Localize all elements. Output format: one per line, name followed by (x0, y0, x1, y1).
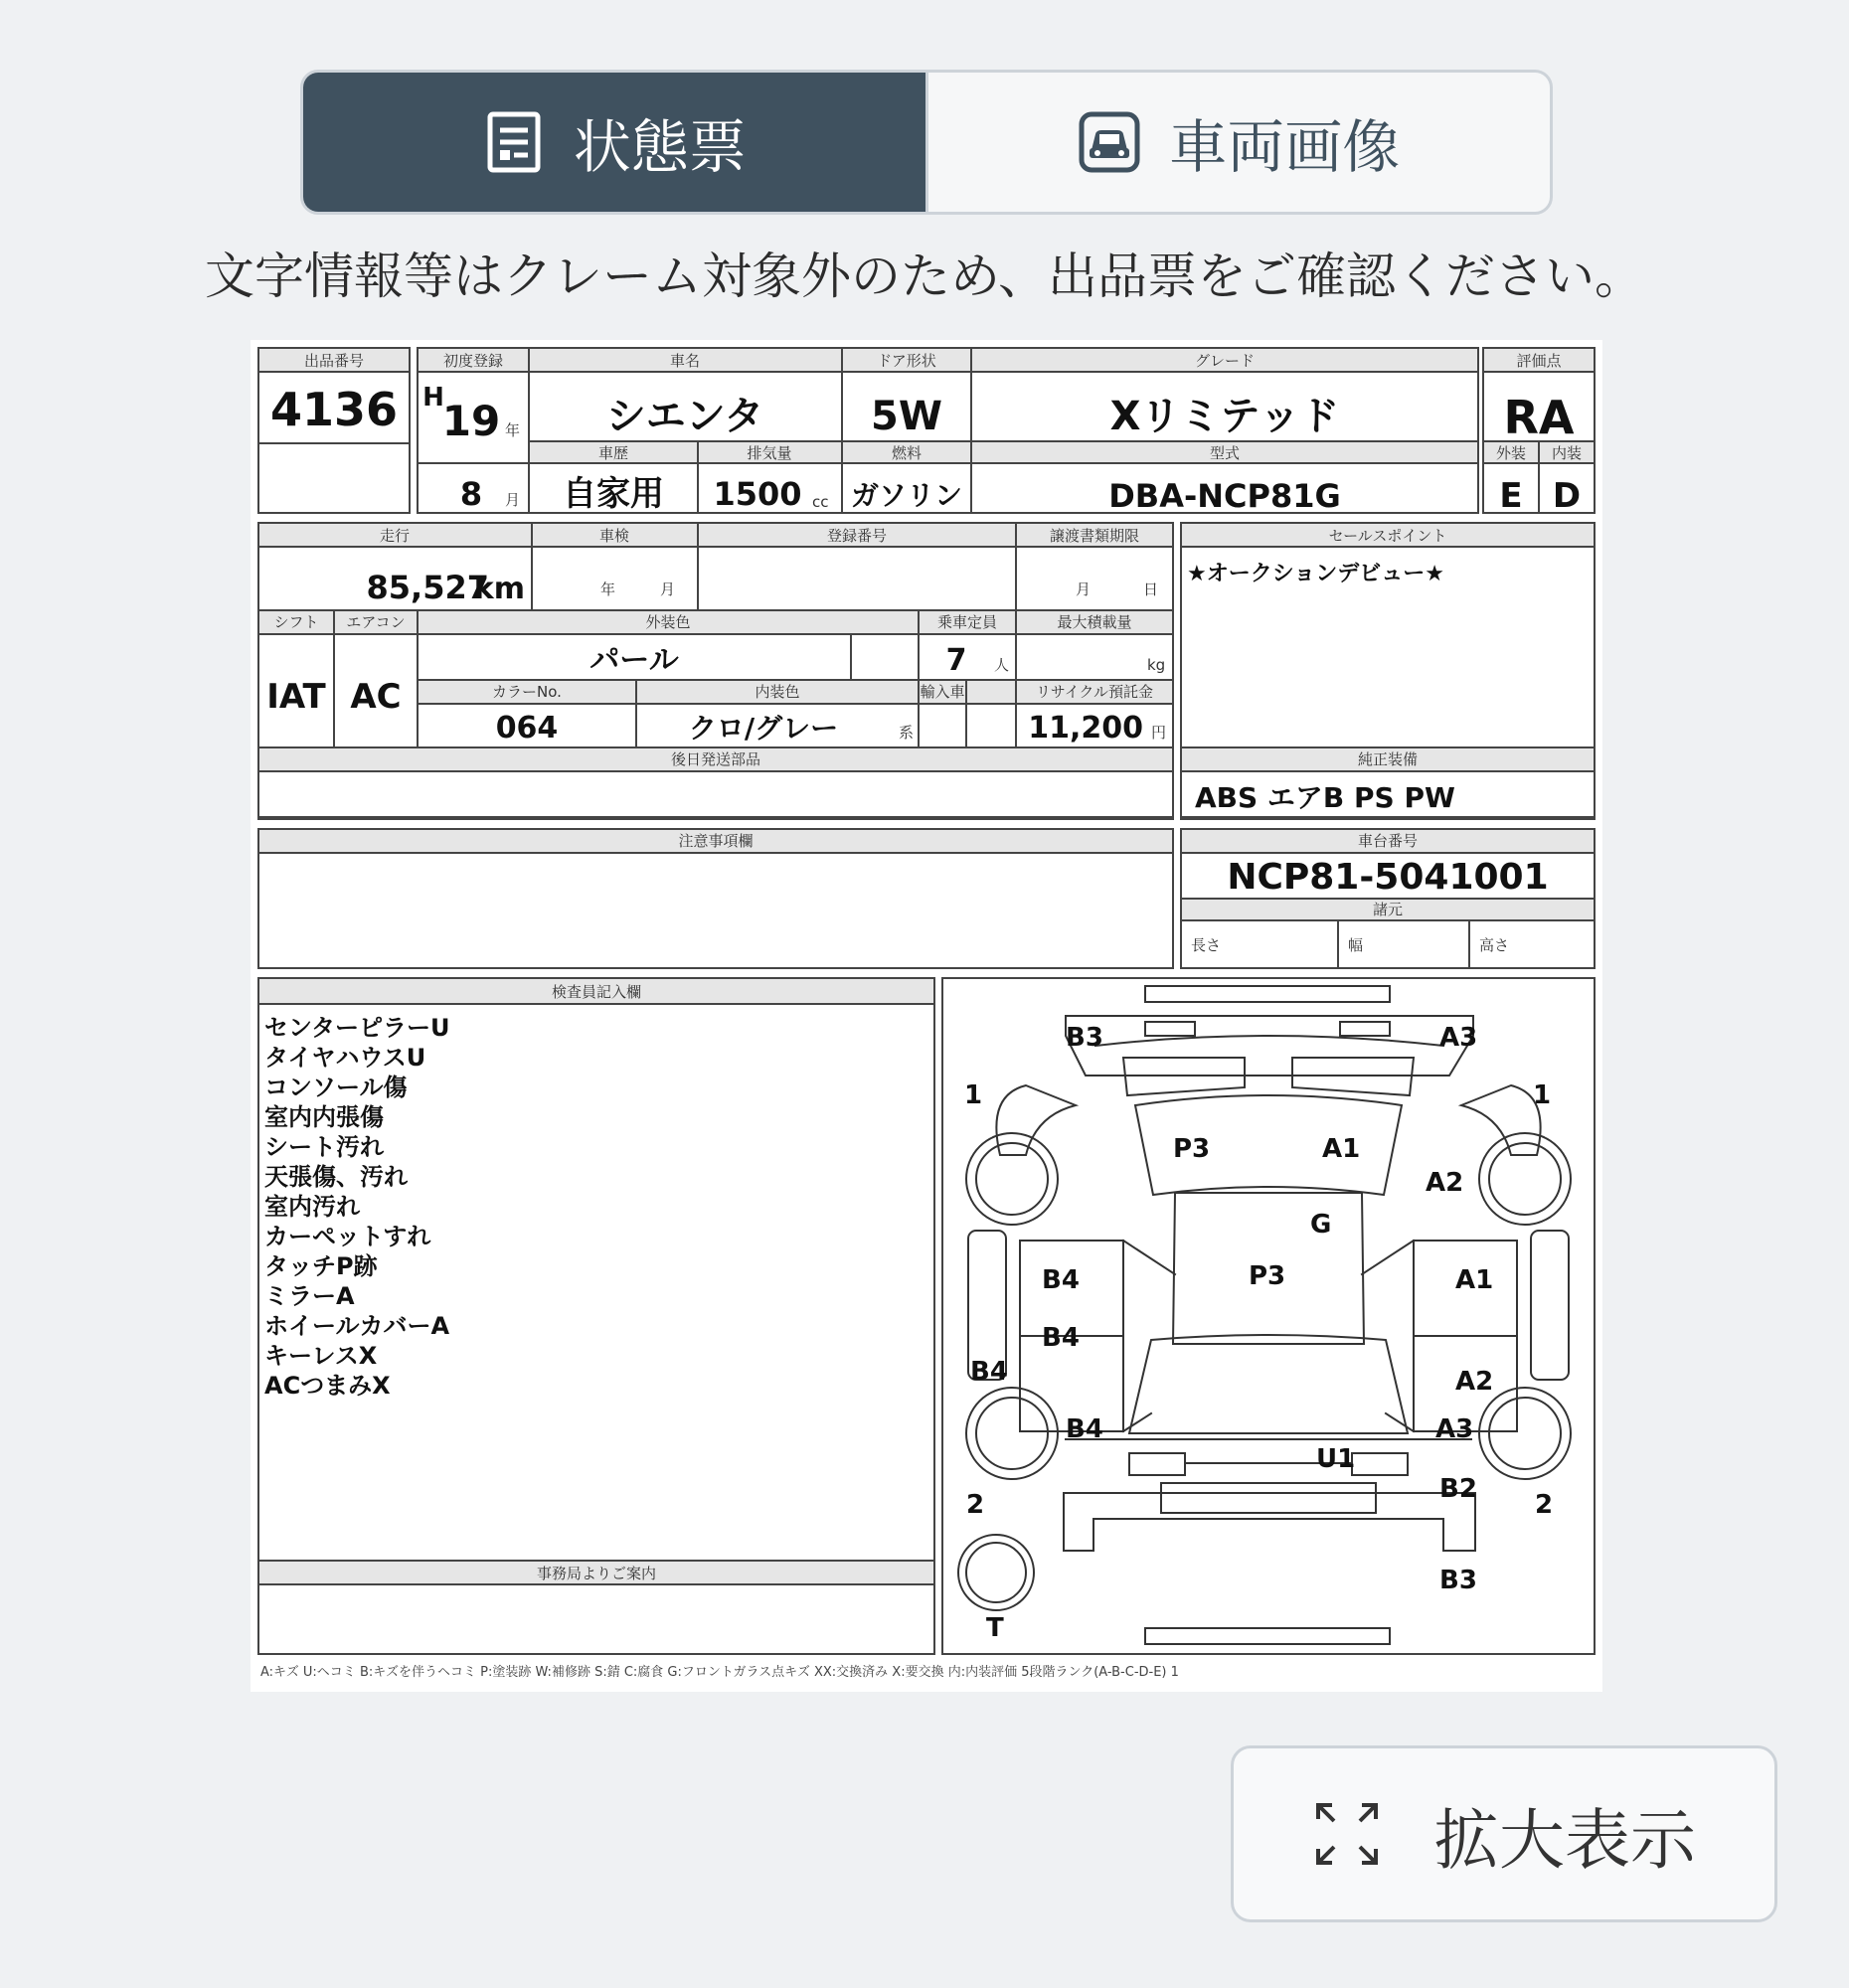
unit-kei: 系 (899, 724, 915, 742)
label-inspector: 検査員記入欄 (551, 983, 642, 1001)
value-fuel: ガソリン (850, 479, 963, 512)
unit-person: 人 (994, 656, 1010, 674)
value-year: 19 (441, 397, 501, 445)
damage-mark: B4 (970, 1357, 1008, 1387)
damage-mark: A2 (1455, 1367, 1494, 1397)
tab-vehicle-images[interactable] (925, 73, 1551, 212)
value-exterior: E (1499, 476, 1523, 516)
label-score: 評価点 (1516, 352, 1562, 370)
damage-mark: T (986, 1613, 1004, 1643)
value-displacement: 1500 (713, 475, 802, 513)
damage-mark: A3 (1439, 1023, 1478, 1053)
expand-icon (1312, 1799, 1382, 1869)
label-color-no: カラーNo. (492, 683, 562, 701)
damage-mark: B4 (1066, 1414, 1103, 1444)
inspector-note: 天張傷、汚れ (264, 1163, 408, 1191)
value-color-no: 064 (495, 711, 559, 746)
label-max-load: 最大積載量 (1057, 613, 1132, 631)
inspector-note: 室内汚れ (264, 1193, 360, 1221)
unit-cc: cc (812, 493, 829, 511)
label-capacity: 乗車定員 (936, 613, 998, 631)
label-later-parts: 後日発送部品 (670, 750, 761, 768)
unit-inspection-month: 月 (660, 580, 676, 598)
label-height: 高さ (1479, 936, 1510, 954)
inspector-note: ホイールカバーA (264, 1312, 450, 1340)
label-office: 事務局よりご案内 (536, 1565, 657, 1582)
inspector-notes-list (264, 1014, 450, 1400)
inspector-note: タッチP跡 (264, 1252, 378, 1280)
damage-diagram (958, 986, 1571, 1644)
value-mileage: 85,527 (366, 569, 489, 606)
label-recycle: リサイクル預託金 (1036, 683, 1153, 701)
label-notes: 注意事項欄 (678, 832, 754, 850)
damage-mark: 2 (966, 1490, 985, 1520)
damage-mark: A3 (1435, 1414, 1474, 1444)
car-icon (1078, 110, 1141, 174)
inspector-note: タイヤハウスU (264, 1044, 426, 1072)
value-era: H (422, 383, 444, 413)
label-first-reg: 初度登録 (442, 352, 504, 370)
value-interior: D (1552, 476, 1582, 516)
value-lot-no: 4136 (269, 383, 399, 436)
inspector-note: キーレスX (264, 1342, 378, 1370)
label-displacement: 排気量 (747, 444, 792, 462)
value-score: RA (1503, 391, 1575, 444)
label-import: 輸入車 (920, 683, 965, 701)
tab-condition-sheet-label: 状態票 (573, 113, 747, 181)
damage-mark: B4 (1042, 1323, 1080, 1353)
value-shift: IAT (266, 677, 326, 717)
value-capacity: 7 (945, 643, 967, 678)
value-model: DBA-NCP81G (1108, 477, 1341, 515)
damage-mark: G (1310, 1210, 1332, 1240)
label-door: ドア形状 (877, 352, 936, 370)
unit-month: 月 (505, 491, 521, 509)
damage-mark: B3 (1066, 1023, 1103, 1053)
value-grade: Xリミテッド (1109, 394, 1340, 439)
value-recycle: 11,200 (1028, 711, 1143, 746)
label-car-name: 車名 (669, 352, 701, 370)
damage-mark: B4 (1042, 1265, 1080, 1295)
label-model: 型式 (1209, 444, 1241, 462)
view-tabs (300, 70, 1553, 215)
damage-mark: B2 (1439, 1474, 1477, 1504)
value-chassis: NCP81-5041001 (1227, 857, 1549, 898)
label-exterior: 外装 (1495, 444, 1527, 462)
label-fuel: 燃料 (891, 444, 923, 462)
expand-button[interactable] (1231, 1745, 1777, 1922)
label-width: 幅 (1348, 936, 1364, 954)
damage-mark: B3 (1439, 1566, 1477, 1595)
unit-km: km (473, 572, 525, 606)
damage-mark: 1 (1533, 1080, 1552, 1110)
label-aircon: エアコン (346, 613, 406, 631)
value-sales-point: ★オークションデビュー★ (1187, 562, 1445, 586)
document-icon (482, 110, 546, 174)
label-mileage: 走行 (379, 527, 411, 545)
inspector-note: コンソール傷 (264, 1074, 408, 1101)
damage-mark: U1 (1316, 1444, 1356, 1474)
expand-button-label: 拡大表示 (1433, 1801, 1696, 1879)
unit-kg: kg (1147, 656, 1166, 674)
unit-inspection-year: 年 (600, 580, 616, 598)
value-door: 5W (871, 394, 942, 439)
unit-deadline-day: 日 (1143, 580, 1159, 598)
unit-deadline-month: 月 (1076, 580, 1092, 598)
label-doc-deadline: 譲渡書類期限 (1049, 527, 1140, 545)
value-int-color: クロ/グレー (688, 712, 839, 745)
label-length: 長さ (1191, 936, 1222, 954)
label-shift: シフト (273, 613, 319, 631)
value-ext-color: パール (589, 643, 679, 678)
label-history: 車歴 (597, 444, 629, 462)
label-chassis: 車台番号 (1357, 832, 1419, 850)
label-lot-no: 出品番号 (303, 352, 365, 370)
value-month: 8 (459, 475, 483, 513)
label-reg-no: 登録番号 (826, 527, 888, 545)
label-interior: 内装 (1551, 444, 1583, 462)
label-ext-color: 外装色 (645, 613, 691, 631)
label-equipment: 純正装備 (1357, 750, 1419, 768)
inspector-note: センターピラーU (264, 1014, 450, 1042)
unit-yen: 円 (1151, 724, 1167, 742)
tab-vehicle-images-label: 車両画像 (1169, 113, 1401, 181)
inspector-note: シート汚れ (264, 1133, 384, 1161)
value-aircon: AC (350, 677, 402, 717)
tab-condition-sheet[interactable] (303, 73, 925, 212)
inspector-note: ミラーA (264, 1282, 355, 1310)
label-inspection: 車検 (598, 527, 630, 545)
unit-year: 年 (505, 421, 521, 439)
label-int-color: 内装色 (755, 683, 800, 701)
value-equipment: ABS エアB PS PW (1195, 781, 1455, 814)
label-grade: グレード (1194, 352, 1256, 370)
damage-mark: P3 (1173, 1134, 1211, 1164)
inspector-note: ACつまみX (264, 1372, 391, 1400)
damage-mark: 1 (964, 1080, 983, 1110)
legend-text: A:キズ U:ヘコミ B:キズを伴うヘコミ P:塗装跡 W:補修跡 S:錆 C:腐食 G:フロントガラス点キズ XX:交換済み X:要交換 内:内装評価 5段階ランク(A-B-C-D-E) 1 (260, 1665, 1179, 1680)
inspector-note: 室内内張傷 (264, 1103, 384, 1131)
label-sales-point: セールスポイント (1328, 527, 1447, 545)
value-car-name: シエンタ (605, 394, 764, 439)
damage-mark: A2 (1426, 1168, 1464, 1198)
label-dimensions: 諸元 (1372, 901, 1404, 918)
damage-mark: A1 (1322, 1134, 1361, 1164)
damage-mark: P3 (1249, 1261, 1286, 1291)
auction-condition-sheet (251, 340, 1602, 1692)
damage-mark: A1 (1455, 1265, 1494, 1295)
notice-text: 文字情報等はクレーム対象外のため、出品票をご確認ください。 (205, 248, 1644, 305)
value-history: 自家用 (563, 474, 664, 514)
damage-mark: 2 (1535, 1490, 1554, 1520)
inspector-note: カーペットすれ (264, 1223, 431, 1250)
